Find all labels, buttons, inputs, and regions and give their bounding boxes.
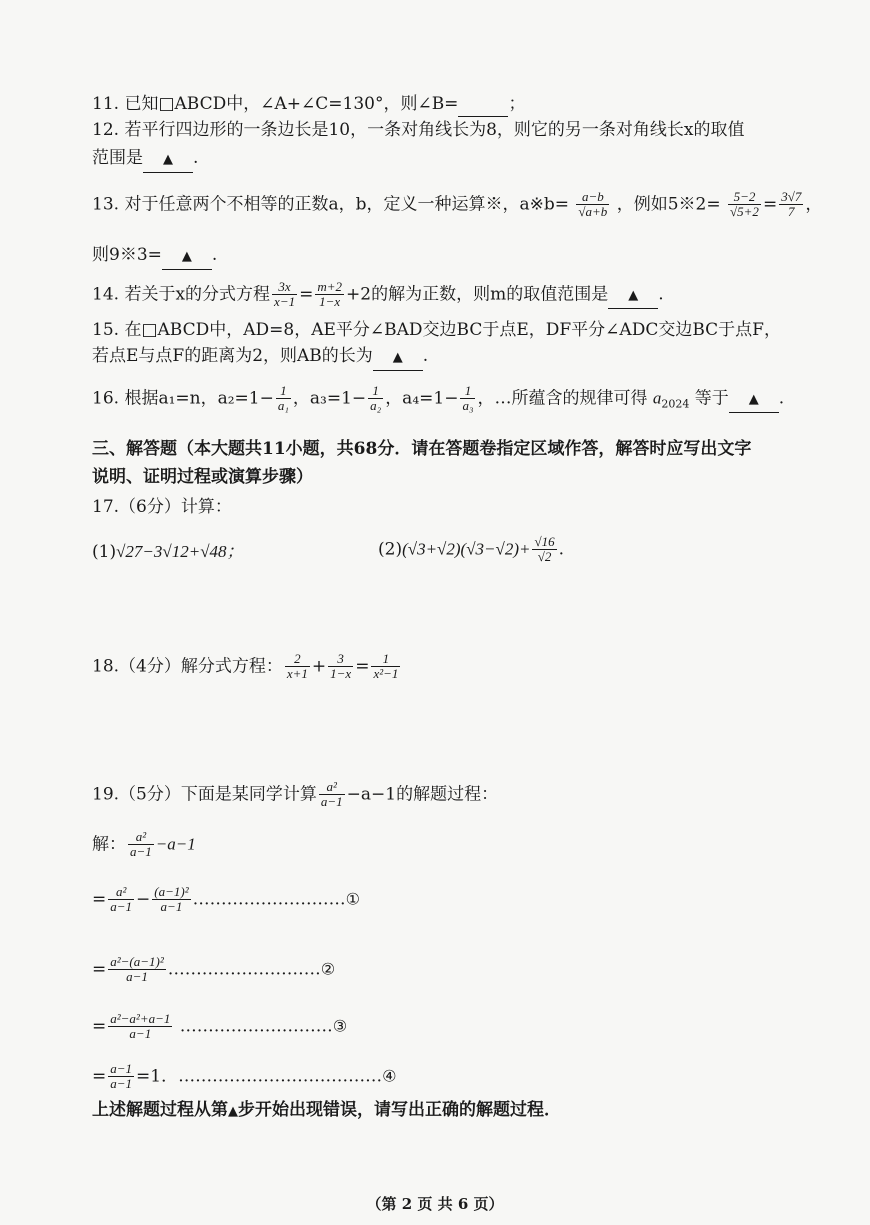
answer-blank[interactable] xyxy=(458,92,508,117)
numerator: 3 xyxy=(328,652,353,667)
answer-blank[interactable] xyxy=(373,344,423,371)
solution-step-1 xyxy=(92,885,830,915)
question-number: 16. xyxy=(92,388,120,409)
solution-step-0 xyxy=(92,830,830,860)
denominator: x²−1 xyxy=(373,666,399,682)
question-text: 上述解题过程从第 xyxy=(92,1100,228,1120)
question-18 xyxy=(92,652,830,682)
step-marker: ② xyxy=(320,959,336,979)
question-text: +2的解为正数，则m的取值范围是 xyxy=(346,284,609,305)
expression: −a−1 xyxy=(155,834,196,854)
leader-dots: ……………………… xyxy=(179,1016,333,1037)
sequence-index: 2024 xyxy=(661,397,690,411)
punctuation: . xyxy=(778,388,785,409)
section-text: 三、解答题（本大题共11小题，共68分．请在答题卷指定区域作答，解答时应写出文字 xyxy=(92,439,752,459)
answer-blank[interactable] xyxy=(143,146,193,173)
page-number: （第 2 页 共 6 页） xyxy=(366,1195,504,1213)
triangle-marker-icon: ▲ xyxy=(748,392,759,408)
triangle-marker-icon: ▲ xyxy=(628,288,639,304)
numerator: a−1 xyxy=(110,1061,133,1076)
leader-dots: ……………………… xyxy=(167,959,321,980)
denominator: 1−x xyxy=(319,294,341,310)
question-text: −a−1的解题过程： xyxy=(346,784,499,805)
question-13-line2 xyxy=(92,243,830,270)
question-text: ，例如5※2= xyxy=(616,194,721,215)
fraction xyxy=(315,280,344,310)
fraction xyxy=(276,384,291,414)
denominator: a−1 xyxy=(320,794,343,810)
equals-sign: = xyxy=(92,1066,107,1087)
denominator: 7 xyxy=(788,204,795,220)
denominator: √a+b xyxy=(578,204,608,220)
question-number: 11. xyxy=(92,94,120,114)
question-text: 已知□ABCD中，∠A+∠C=130°，则∠B= xyxy=(124,94,459,114)
question-number: 13. xyxy=(92,194,120,215)
numerator: a² xyxy=(108,885,134,900)
numerator: 2 xyxy=(285,652,310,667)
question-13 xyxy=(92,190,830,220)
fraction xyxy=(108,885,134,915)
question-text: 17.（6分）计算： xyxy=(92,497,232,517)
section-3-heading xyxy=(92,437,830,461)
equals-sign: = xyxy=(299,284,314,305)
fraction xyxy=(368,384,383,414)
punctuation: . xyxy=(193,148,199,168)
denominator: a−1 xyxy=(126,969,148,985)
denominator: a−1 xyxy=(110,899,133,915)
fraction xyxy=(779,190,803,220)
question-12-line2 xyxy=(92,146,830,173)
question-number: 15. xyxy=(92,320,120,340)
equals-sign: = xyxy=(762,194,778,215)
part-label: (2) xyxy=(378,539,403,560)
question-12 xyxy=(92,118,830,142)
punctuation: . xyxy=(211,245,218,265)
denominator: a−1 xyxy=(130,844,152,860)
question-11 xyxy=(92,92,830,117)
question-text: 等于 xyxy=(694,388,729,409)
numerator: (a−1)² xyxy=(154,884,189,899)
numerator: 1 xyxy=(368,384,383,399)
equals-sign: = xyxy=(92,889,107,910)
punctuation: . xyxy=(658,284,664,305)
section-text: 说明、证明过程或演算步骤） xyxy=(92,467,313,487)
triangle-marker-icon: ▲ xyxy=(181,249,192,264)
fraction xyxy=(152,885,190,915)
fraction xyxy=(128,830,154,860)
denominator: a−1 xyxy=(160,899,183,915)
punctuation: ， xyxy=(805,194,823,215)
question-text: 范围是 xyxy=(92,148,143,168)
question-text: ，a₄=1− xyxy=(385,388,459,409)
question-14 xyxy=(92,280,830,310)
denominator: x−1 xyxy=(274,294,296,310)
question-number: 12. xyxy=(92,120,120,140)
numerator: 1 xyxy=(371,652,400,667)
triangle-marker-icon: ▲ xyxy=(163,152,173,167)
step-marker: ① xyxy=(345,889,360,909)
solution-step-2 xyxy=(92,955,830,985)
question-text: 根据a₁=n，a₂=1− xyxy=(124,388,274,409)
fraction xyxy=(272,280,297,310)
denominator: x+1 xyxy=(286,666,308,682)
expression: (√3+√2)(√3−√2)+ xyxy=(402,539,531,559)
question-19 xyxy=(92,780,830,810)
equals-sign: = xyxy=(355,656,370,677)
numerator: a² xyxy=(128,830,154,845)
triangle-marker-icon[interactable]: ▲ xyxy=(228,1104,238,1119)
denominator: 1−x xyxy=(330,666,352,682)
answer-blank[interactable] xyxy=(608,282,658,309)
question-17-part-2 xyxy=(378,535,830,565)
fraction xyxy=(285,652,310,682)
question-text: 步开始出现错误，请写出正确的解题过程． xyxy=(238,1100,561,1120)
question-text: 若点E与点F的距离为2，则AB的长为 xyxy=(92,346,373,366)
fraction xyxy=(728,190,761,220)
question-text: 若平行四边形的一条边长是10，一条对角线长为8，则它的另一条对角线长x的取值 xyxy=(124,120,745,140)
numerator: 5−2 xyxy=(728,190,761,205)
question-19-prompt xyxy=(92,1098,830,1124)
question-17 xyxy=(92,495,830,519)
solution-label: 解： xyxy=(92,834,126,855)
step-marker: ④ xyxy=(382,1066,397,1086)
page-footer xyxy=(0,1193,870,1214)
fraction xyxy=(532,535,556,565)
question-text: 在□ABCD中，AD=8，AE平分∠BAD交边BC于点E，DF平分∠ADC交边BC于点F， xyxy=(124,320,781,340)
numerator: 3x xyxy=(272,280,297,295)
fraction xyxy=(371,652,400,682)
question-text: 对于任意两个不相等的正数a，b，定义一种运算※，a※b= xyxy=(124,194,569,215)
question-16 xyxy=(92,384,830,416)
question-number: 14. xyxy=(92,284,120,305)
numerator: √16 xyxy=(534,534,555,549)
question-15-line2 xyxy=(92,344,830,371)
punctuation: . xyxy=(558,539,565,560)
part-label: (1) xyxy=(92,542,117,562)
equals-sign: = xyxy=(92,959,107,980)
question-text: 18.（4分）解分式方程： xyxy=(92,656,283,677)
fraction xyxy=(108,1012,172,1042)
numerator: a² xyxy=(319,780,345,795)
denominator: √5+2 xyxy=(730,204,759,220)
fraction xyxy=(460,384,475,414)
denominator: √2 xyxy=(537,549,552,565)
question-text: 19.（5分）下面是某同学计算 xyxy=(92,784,317,805)
numerator: a²−(a−1)² xyxy=(110,954,164,969)
step-marker: ③ xyxy=(332,1016,348,1036)
question-text: 若关于x的分式方程 xyxy=(124,284,271,305)
solution-step-3 xyxy=(92,1012,830,1042)
leader-dots: ……………………… xyxy=(192,889,346,910)
fraction xyxy=(576,190,609,220)
question-text: ，…所蕴含的规律可得 xyxy=(477,388,648,409)
section-3-heading-line2 xyxy=(92,465,830,489)
fraction xyxy=(108,955,166,985)
answer-blank[interactable] xyxy=(162,243,212,270)
denominator: a₂ xyxy=(370,398,382,414)
plus-sign: + xyxy=(311,656,327,677)
numerator: 1 xyxy=(460,384,475,399)
expression: √27−3√12+√48； xyxy=(116,542,244,561)
denominator: a−1 xyxy=(129,1026,152,1042)
denominator: a₃ xyxy=(462,398,474,414)
denominator: a−1 xyxy=(110,1076,133,1092)
numerator: 3√7 xyxy=(781,189,802,204)
fraction xyxy=(328,652,353,682)
numerator: m+2 xyxy=(317,279,343,294)
punctuation: ； xyxy=(508,94,526,114)
minus-sign: − xyxy=(136,889,151,910)
question-text: 则9※3= xyxy=(92,245,162,265)
punctuation: . xyxy=(422,346,429,366)
equals-sign: = xyxy=(92,1016,107,1037)
numerator: 1 xyxy=(276,384,291,399)
numerator: a²−a²+a−1 xyxy=(110,1011,171,1026)
question-text: ，a₃=1− xyxy=(292,388,367,409)
numerator: a−b xyxy=(576,190,609,205)
solution-step-4 xyxy=(92,1062,830,1092)
triangle-marker-icon: ▲ xyxy=(392,350,403,365)
fraction xyxy=(108,1062,134,1092)
expression: =1． xyxy=(136,1066,179,1087)
sequence-term: a xyxy=(652,388,662,408)
denominator: a₁ xyxy=(277,398,289,414)
fraction xyxy=(319,780,345,810)
question-15 xyxy=(92,318,830,342)
answer-blank[interactable] xyxy=(729,386,779,413)
leader-dots: ……………………………… xyxy=(178,1066,383,1087)
